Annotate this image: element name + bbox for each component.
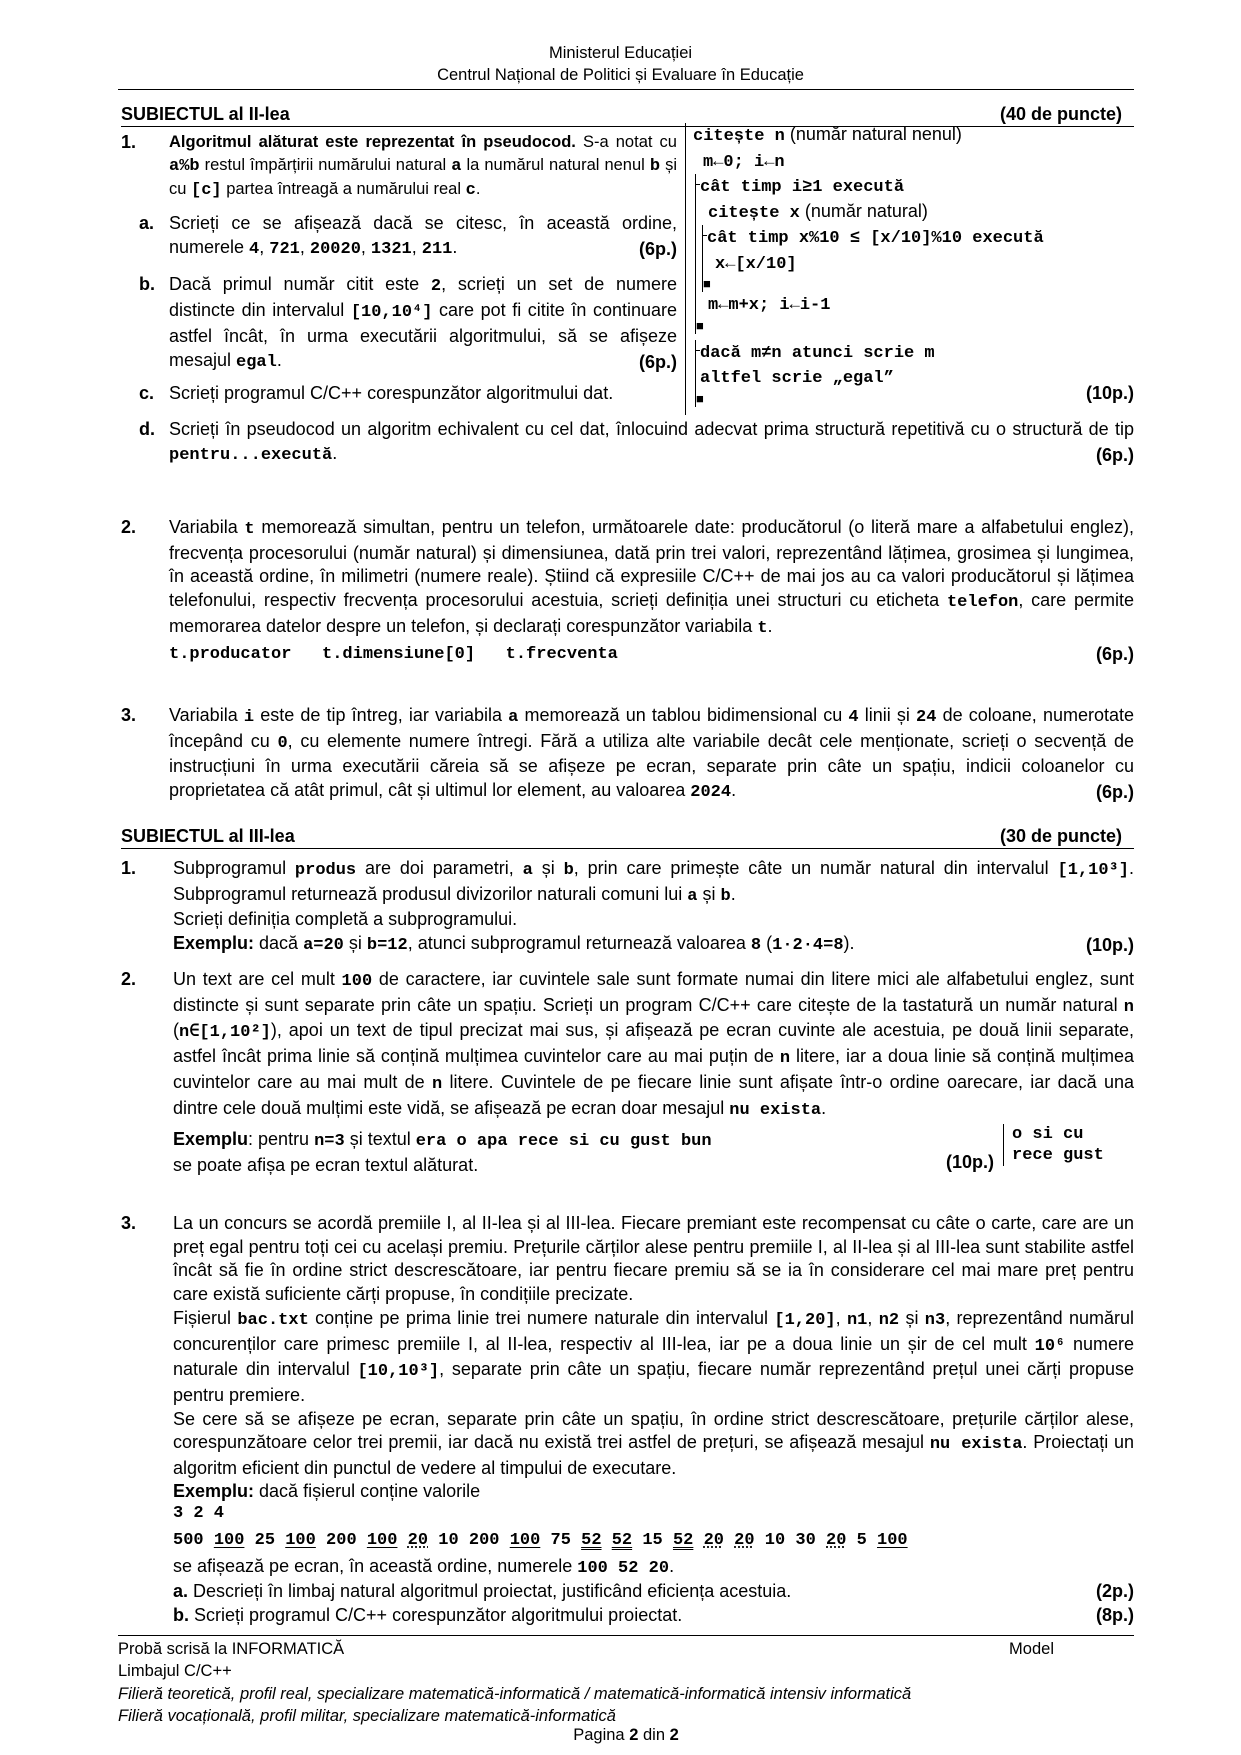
subquestion-d xyxy=(139,418,1134,467)
solid-underlined-value: 100 xyxy=(509,1530,541,1550)
page-separator: din xyxy=(638,1726,670,1745)
text-run: ), apoi un text de tipul precizat mai sus, și afișează pe ecran cuvinte ale acestuia, pe două linii separate, astfel încât prima linie să conțină mulțimea cuvintelor care au mai puțin de xyxy=(173,1020,1134,1067)
example-output-box xyxy=(1003,1124,1124,1166)
code-run: 4 xyxy=(848,708,859,727)
code-run: c xyxy=(465,181,476,200)
bold-run: Exemplu: xyxy=(173,1480,255,1501)
code-run: 200 xyxy=(315,1530,367,1550)
code-run: pentru...execută xyxy=(169,445,333,465)
code-run: a xyxy=(508,708,519,727)
question-number: 3. xyxy=(121,705,137,725)
question-text xyxy=(169,516,1134,641)
page-number xyxy=(118,1724,1134,1746)
question-number: 2. xyxy=(121,969,137,989)
code-run xyxy=(397,1531,407,1550)
text-run: , separate prin câte un spațiu, fiecare număr reprezentând prețul unei cărți propuse pentru premiere. xyxy=(173,1359,1134,1405)
text-run: . xyxy=(767,615,773,636)
code-run: 5 xyxy=(846,1530,878,1550)
text-run: Dacă primul număr citit este xyxy=(169,274,431,295)
text-run: . xyxy=(276,349,282,370)
text-run: , xyxy=(835,1307,847,1328)
code-run: n∈[1,10²] xyxy=(179,1023,271,1043)
code-run: n xyxy=(779,1049,791,1069)
question-2-2 xyxy=(121,516,1134,672)
section-points: (40 de puncte) xyxy=(999,104,1122,124)
subquestion-text xyxy=(169,274,678,372)
text-run: . xyxy=(731,780,737,801)
question-body xyxy=(169,705,1135,803)
text-run: . xyxy=(821,1097,827,1118)
code-run: b=12 xyxy=(366,936,408,956)
subquestion-text xyxy=(169,213,677,257)
code-run: [10,10³] xyxy=(357,1362,440,1382)
subquestion-text xyxy=(169,383,613,403)
subquestion-letter: a. xyxy=(139,213,155,233)
pseudocode-line xyxy=(700,200,1133,226)
question-task xyxy=(173,908,1134,932)
code-run: [1,10³] xyxy=(1057,861,1129,880)
dotted-underlined-value: 20 xyxy=(407,1530,429,1550)
text-run: care pot fi citite în continuare astfel încât, în urma executării algoritmului, să se afișeze mesajul xyxy=(169,300,678,370)
subquestion-letter: b. xyxy=(139,274,155,295)
bold-run: a. xyxy=(173,1581,189,1602)
text-run: , scrieți un set de numere distincte din intervalul xyxy=(169,274,677,321)
bold-run: Algoritmul alăturat este reprezentat în pseudocod. xyxy=(169,133,576,151)
example-text xyxy=(173,933,855,956)
task-description xyxy=(173,1408,1134,1481)
code-run: dacă m≠n atunci scrie m xyxy=(700,343,935,363)
example-line-1 xyxy=(173,1128,1134,1154)
code-run: [1,20] xyxy=(774,1310,836,1330)
points: (10p.) xyxy=(1080,382,1134,406)
code-run: 15 xyxy=(632,1530,673,1550)
question-number: 2. xyxy=(121,517,137,537)
page-label: Pagina xyxy=(573,1726,630,1745)
points: (8p.) xyxy=(1090,1604,1134,1628)
code-run: t xyxy=(757,618,768,638)
code-run: 10 30 xyxy=(754,1530,826,1550)
code-run: 2024 xyxy=(690,783,732,803)
code-run: b xyxy=(563,861,574,880)
footer-exam: Probă scrisă la INFORMATICĂ xyxy=(118,1640,345,1658)
while-loop-block xyxy=(695,174,1133,334)
text-run: , care permite memorarea datelor despre un telefon, și declarați corespunzător variabila xyxy=(169,590,1134,636)
text-run: Un text are cel mult xyxy=(173,969,342,989)
text-run: și textul xyxy=(344,1129,416,1150)
text-run: partea întreagă a numărului real xyxy=(221,180,466,198)
header-center: Centrul Național de Politici și Evaluare în Educație xyxy=(437,66,804,84)
pseudocode-line xyxy=(700,340,1133,366)
text-run: : pentru xyxy=(248,1129,315,1150)
text-run: , atunci subprogramul returnează valoarea xyxy=(407,933,751,954)
code-run: 211 xyxy=(421,239,453,259)
footer-track-1: Filieră teoretică, profil real, specializare matematică-informatică / matematică-informatică intensiv informatică xyxy=(118,1684,912,1703)
expressions: t.producator t.dimensiune[0] t.frecventa xyxy=(169,644,618,664)
code-run: citește n xyxy=(693,127,785,146)
text-run: , xyxy=(299,236,310,257)
code-run: n xyxy=(1123,997,1134,1017)
code-run: x←[x/10] xyxy=(715,254,797,274)
subquestion-b xyxy=(139,273,678,374)
code-run: altfel scrie „egal” xyxy=(700,369,894,388)
subquestion-text xyxy=(173,1605,682,1625)
bold-run: b. xyxy=(173,1605,189,1626)
subquestion-letter: c. xyxy=(139,383,155,404)
pseudocode-line xyxy=(693,123,1133,149)
code-run: 1321 xyxy=(370,239,412,259)
text-run: . xyxy=(332,442,338,463)
code-run: nu exista xyxy=(729,1100,822,1120)
points: (6p.) xyxy=(633,351,677,375)
points: (6p.) xyxy=(1090,781,1134,805)
subquestion-a xyxy=(139,212,677,261)
code-run: 2 xyxy=(430,277,442,297)
code-run: [c] xyxy=(191,181,222,200)
output-line: rece gust xyxy=(1012,1146,1104,1166)
text-run: , prin care primește câte un număr natural din intervalul xyxy=(573,858,1058,878)
points: (6p.) xyxy=(1090,643,1134,667)
text-run: (număr natural) xyxy=(799,200,928,221)
code-run: m←m+x; i←i-1 xyxy=(708,296,831,315)
code-run: 10⁶ xyxy=(1034,1336,1066,1356)
question-text xyxy=(173,857,1134,908)
code-run: nu exista xyxy=(929,1435,1023,1455)
solid-underlined-value: 100 xyxy=(285,1530,316,1550)
text-run: memorează simultan, pentru un telefon, următoarele date: producătorul (o literă mare a alfabetului englez), frecvența procesorului (număr natural) și dimensiunea, dată prin trei valori, reprezentând lățimea, grosimea și lungimea, în această ordine, în milimetri (numere reale). Știind că expresiile C/C++ de mai jos au ca valori producătorul și lățimea telefonului, respectiv frecvența procesorului acestuia, scrieți definiția unei structuri cu eticheta xyxy=(169,517,1134,611)
solid-underlined-value: 100 xyxy=(877,1530,908,1550)
page-current: 2 xyxy=(629,1726,639,1745)
double-underlined-value: 52 xyxy=(611,1530,633,1550)
bold-run: Exemplu: xyxy=(173,933,255,954)
code-run: 10 200 xyxy=(428,1530,510,1550)
code-run: a=20 xyxy=(303,936,344,956)
text-run: Scrieți programul C/C++ corespunzător algoritmului dat. xyxy=(169,383,614,404)
code-run: telefon xyxy=(946,593,1019,613)
subquestion-a xyxy=(173,1580,1134,1604)
text-run: S-a notat cu xyxy=(575,133,677,151)
text-run: , xyxy=(411,236,422,257)
code-run: m←0; i←n xyxy=(703,152,785,172)
bold-run: Exemplu xyxy=(173,1129,249,1150)
code-run: 3 2 4 xyxy=(173,1503,225,1523)
header-rule xyxy=(118,89,1134,90)
code-run: i xyxy=(243,708,255,727)
text-run: Fișierul xyxy=(173,1307,238,1328)
code-run: produs xyxy=(294,861,357,880)
text-run: ). xyxy=(843,933,855,954)
text-run: , cu elemente numere întregi. Fără a utiliza alte variabile decât cele menționate, scrieți o secvență de instrucțiuni în urma executării căreia să se afișeze pe ecran, separate prin câte un spațiu, indicii coloanelor cu proprietatea că atât primul, cât și ultimul lor element, au valoarea xyxy=(169,730,1134,801)
code-run: 75 xyxy=(540,1530,582,1550)
subquestion-text xyxy=(173,1581,791,1601)
text-run: , xyxy=(259,236,270,257)
text-run: . xyxy=(475,180,481,198)
double-underlined-value: 52 xyxy=(672,1530,694,1550)
code-run: 0 xyxy=(277,733,288,753)
text-run: (număr natural nenul) xyxy=(784,124,962,144)
subquestion-b xyxy=(173,1604,1134,1628)
header-ministry: Ministerul Educației xyxy=(548,44,693,62)
code-run: n1 xyxy=(846,1310,868,1330)
question-3-3 xyxy=(121,1212,1134,1628)
points: (10p.) xyxy=(945,1152,994,1173)
question-text xyxy=(173,1212,1134,1307)
code-run: 20020 xyxy=(309,239,361,259)
text-run: litere. Cuvintele de pe fiecare linie sunt afișate într-o ordine oarecare, iar dacă una dintre cele două mulțimi este vidă, se afișează pe ecran doar mesajul xyxy=(173,1071,1135,1118)
section-title: SUBIECTUL al II-lea xyxy=(121,104,290,124)
text-run: Scrieți programul C/C++ corespunzător algoritmului proiectat. xyxy=(189,1605,683,1626)
text-run: se afișează pe ecran, în această ordine, numerele xyxy=(173,1555,578,1576)
text-run: Scrieți în pseudocod un algoritm echivalent cu cel dat, înlocuind adecvat prima structură repetitivă cu o structură de tip xyxy=(169,418,1134,439)
text-run: Scrieți ce se afișează dacă se citesc, în această ordine, numerele xyxy=(169,213,677,257)
text-run: , xyxy=(360,236,371,257)
solid-underlined-value: 100 xyxy=(213,1530,245,1550)
pseudocode-box xyxy=(685,123,1133,415)
code-run: a xyxy=(451,157,462,176)
text-run: dacă xyxy=(254,933,304,954)
question-2-1 xyxy=(121,124,1134,475)
code-run xyxy=(602,1531,612,1550)
code-run: 1·2·4=8 xyxy=(772,936,844,956)
section-heading-3 xyxy=(121,826,1134,849)
code-run: n xyxy=(432,1074,443,1094)
example-output xyxy=(173,1555,1134,1581)
example-file-line-1 xyxy=(173,1501,1134,1524)
question-3-2 xyxy=(121,968,1134,1178)
text-run: La un concurs se acordă premiile I, al II-lea și al III-lea. Fiecare premiant este recompensat cu câte o carte, care are un preț egal pentru toți cei cu același premiu. Prețurile cărților alese pentru premiile I, al II-lea și al III-lea sunt stabilite astfel încât să fie în ordine strict descrescătoare, iar pentru fiecare premiu să se ia în considerare cel mai mare preț pentru care există suficiente cărți propuse, în condițiile precizate. xyxy=(173,1213,1134,1305)
text-run: . Proiectați un algoritm eficient din punctul de vedere al timpului de executare. xyxy=(173,1432,1135,1479)
text-run: de coloane, numerotate începând cu xyxy=(169,705,1135,751)
dotted-underlined-value: 20 xyxy=(703,1530,724,1550)
pseudocode-line xyxy=(707,251,1133,277)
footer-model: Model xyxy=(1009,1640,1054,1658)
text-run: și xyxy=(899,1307,925,1328)
text-run: . xyxy=(452,236,458,257)
output-line: o si cu xyxy=(1012,1125,1084,1145)
code-run: [10,10⁴] xyxy=(350,303,433,323)
text-run: numere naturale din intervalul xyxy=(173,1333,1134,1380)
text-run: are doi parametri, xyxy=(356,858,523,878)
text-run: Subprogramul xyxy=(173,858,295,878)
question-3-1 xyxy=(121,857,1134,964)
code-run: 100 xyxy=(341,972,373,991)
subquestion-text xyxy=(169,419,1134,463)
pseudocode-line xyxy=(693,149,1133,175)
text-run: este de tip întreg, iar variabila xyxy=(254,705,509,725)
solid-underlined-value: 100 xyxy=(366,1530,398,1550)
text-run: Se cere să se afișeze pe ecran, separate prin câte un spațiu, în ordine strict descrescătoare, prețurile cărților alese, corespunzătoare celor trei premii, iar dacă nu există trei astfel de prețuri, se afișează mesajul xyxy=(173,1408,1134,1453)
file-description xyxy=(173,1307,1134,1408)
example-block xyxy=(173,1125,1134,1178)
points: (6p.) xyxy=(633,238,677,262)
question-intro xyxy=(169,131,677,202)
code-run: citește x xyxy=(708,203,800,223)
question-text xyxy=(169,704,1134,805)
text-run: și xyxy=(697,883,721,904)
code-run: era o apa rece si cu gust bun xyxy=(415,1132,712,1152)
code-run: n2 xyxy=(878,1310,900,1330)
text-run: se poate afișa pe ecran textul alăturat. xyxy=(173,1154,479,1175)
example-file-line-2 xyxy=(173,1524,1134,1555)
footer xyxy=(118,1638,1134,1746)
text-run: linii și xyxy=(858,705,917,725)
footer-rule xyxy=(118,1635,1134,1636)
code-run xyxy=(724,1531,734,1550)
code-run: b xyxy=(720,886,731,906)
text-run: , xyxy=(867,1307,879,1328)
text-run: litere, iar a doua linie să conțină mulțimea cuvintelor care au mai mult de xyxy=(173,1046,1134,1092)
inner-while-loop-block xyxy=(702,225,1133,292)
question-example xyxy=(173,932,1134,958)
text-run: . xyxy=(669,1555,675,1576)
question-text xyxy=(173,968,1134,1122)
block-end-marker: ■ xyxy=(696,390,704,406)
code-run xyxy=(693,1531,703,1550)
text-run: Scrieți definiția completă a subprogramului. xyxy=(173,909,518,930)
code-run: 721 xyxy=(269,239,300,259)
text-run: , reprezentând numărul concurenților care primesc premiile I, al II-lea, respectiv al III-lea, iar pe a doua linie un șir de cel mult xyxy=(173,1307,1134,1354)
text-run: dacă fișierul conține valorile xyxy=(254,1480,481,1501)
example-intro xyxy=(173,1481,1134,1501)
page-total: 2 xyxy=(669,1726,679,1745)
code-run: cât timp x%10 ≤ [x/10]%10 execută xyxy=(707,229,1044,248)
subquestion-c xyxy=(139,382,1134,406)
section-title: SUBIECTUL al III-lea xyxy=(121,826,295,846)
block-end-marker: ■ xyxy=(696,317,704,333)
question-number: 1. xyxy=(121,858,137,878)
code-run: n3 xyxy=(924,1310,946,1330)
code-run: a xyxy=(687,886,698,906)
double-underlined-value: 52 xyxy=(581,1530,602,1550)
points: (2p.) xyxy=(1090,1580,1134,1604)
text-run: . Subprogramul returnează produsul divizorilor naturali comuni lui xyxy=(173,858,1134,904)
pseudocode-line xyxy=(707,225,1133,251)
text-run: și xyxy=(532,858,564,878)
text-run: Variabila xyxy=(169,517,245,537)
text-run: . xyxy=(730,883,736,904)
question-2-3 xyxy=(121,704,1134,811)
pseudocode-line xyxy=(700,174,1133,200)
footer-language: Limbajul C/C++ xyxy=(118,1662,232,1681)
text-run: și cu xyxy=(169,156,678,198)
points: (10p.) xyxy=(1080,934,1134,958)
points: (6p.) xyxy=(1090,444,1134,468)
text-run: restul împărțirii numărului natural xyxy=(199,156,452,174)
question-number: 1. xyxy=(121,132,137,152)
code-run: n=3 xyxy=(314,1132,345,1152)
code-run: t xyxy=(244,520,255,539)
code-run: 500 xyxy=(173,1530,214,1550)
code-run: egal xyxy=(236,352,277,372)
question-number: 3. xyxy=(121,1213,137,1233)
text-run: și xyxy=(343,933,367,954)
pseudocode-line xyxy=(700,292,1133,318)
text-run: memorează un tablou bidimensional cu xyxy=(518,705,849,725)
code-run: 4 xyxy=(249,239,260,259)
dotted-underlined-value: 20 xyxy=(826,1530,847,1550)
dotted-underlined-value: 20 xyxy=(734,1530,755,1550)
section-points: (30 de puncte) xyxy=(999,826,1122,846)
expression-line xyxy=(169,641,1134,667)
code-run: 100 52 20 xyxy=(577,1558,670,1578)
text-run: Variabila xyxy=(169,705,244,725)
text-run: la numărul natural nenul xyxy=(461,156,650,174)
code-run: 24 xyxy=(916,708,937,727)
text-run: ( xyxy=(173,1020,179,1041)
code-run: b xyxy=(649,157,661,176)
code-run: 25 xyxy=(244,1530,286,1550)
text-run: de caractere, iar cuvintele sale sunt formate numai din litere mici ale alfabetului englez, sunt distincte și sunt separate prin câte un spațiu. Scrieți un program C/C++ care citește de la tastatură un număr natural xyxy=(173,969,1134,1015)
text-run: Descrieți în limbaj natural algoritmul proiectat, justificând eficiența acestuia. xyxy=(188,1581,792,1602)
code-run: a%b xyxy=(169,157,200,176)
code-run: cât timp i≥1 execută xyxy=(700,178,905,197)
code-run: 8 xyxy=(750,936,762,956)
text-run: ( xyxy=(761,933,773,954)
code-run: a xyxy=(522,861,533,880)
block-end-marker: ■ xyxy=(703,276,711,291)
text-run: conține pe prima linie trei numere naturale din intervalul xyxy=(308,1307,775,1328)
footer-track-2: Filieră vocațională, profil militar, specializare matematică-informatică xyxy=(118,1706,616,1725)
question-text-column xyxy=(139,131,678,374)
code-run: bac.txt xyxy=(237,1310,309,1330)
subquestion-letter: d. xyxy=(139,418,155,439)
